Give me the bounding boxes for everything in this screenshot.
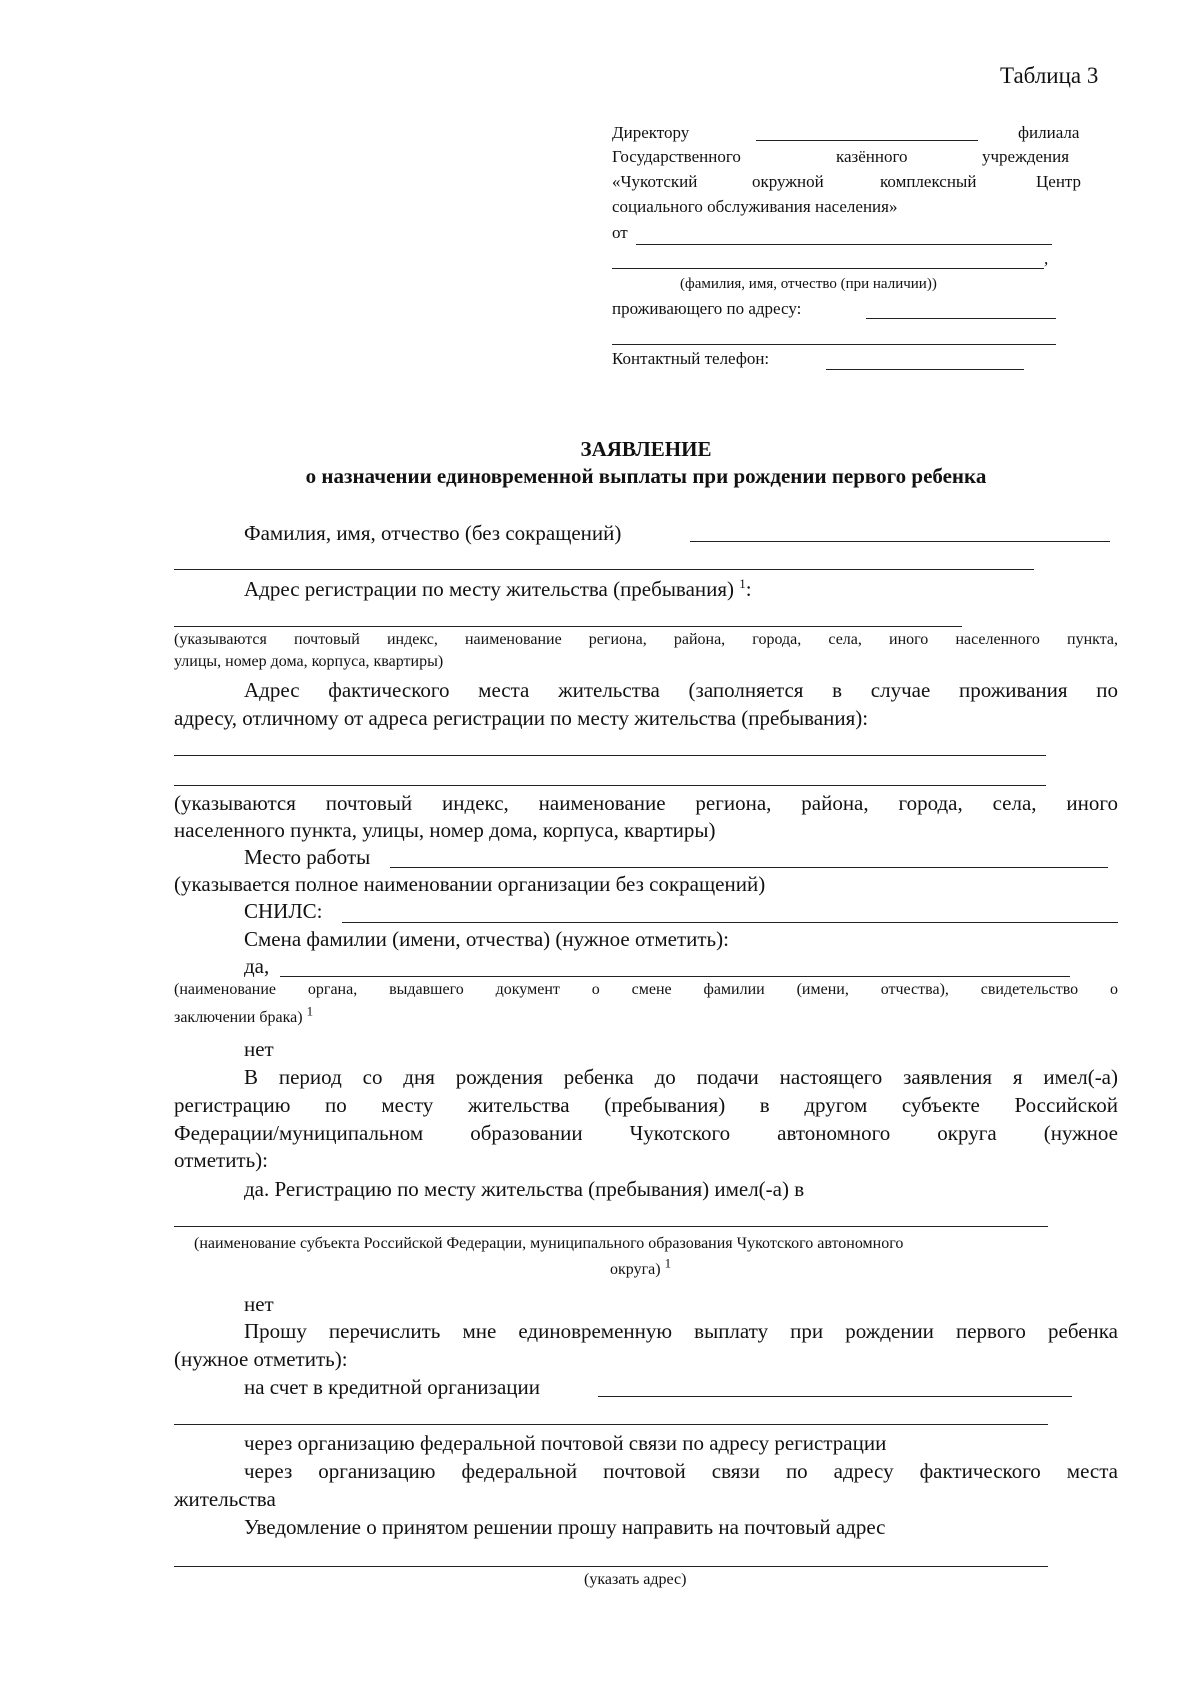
- work-hint: (указывается полное наименовании организации без сокращений): [174, 872, 766, 896]
- reg-address-hint-1: (указываются почтовый индекс, наименование региона, района, города, села, иного населенного пункта,: [174, 631, 1118, 648]
- work-field[interactable]: [390, 867, 1108, 868]
- addressee-line2-word2: казённого: [836, 147, 908, 166]
- addressee-line4: социального обслуживания населения»: [612, 197, 898, 216]
- subject-hint-1: (наименование субъекта Российской Федерации, муниципального образования Чукотского автономного: [194, 1235, 904, 1252]
- notify-hint: (указать адрес): [584, 1571, 687, 1588]
- pay-post-reg-option[interactable]: через организацию федеральной почтовой связи по адресу регистрации: [244, 1431, 887, 1455]
- pay-post-fact-option-1[interactable]: через организацию федеральной почтовой связи по адресу фактического места: [244, 1459, 1118, 1483]
- fio-field-1[interactable]: [690, 541, 1110, 542]
- snils-field[interactable]: [342, 922, 1118, 923]
- pay-bank-option[interactable]: на счет в кредитной организации: [244, 1375, 540, 1399]
- notify-label: Уведомление о принятом решении прошу направить на почтовый адрес: [244, 1515, 886, 1539]
- reg-address-hint-2: улицы, номер дома, корпуса, квартиры): [174, 653, 444, 670]
- bank-field-2[interactable]: [174, 1424, 1048, 1425]
- addressee-line3-word4: Центр: [1036, 172, 1082, 191]
- fact-address-text-1: Адрес фактического места жительства (заполняется в случае проживания по: [244, 678, 1118, 702]
- name-change-yes[interactable]: да,: [244, 954, 270, 978]
- bank-field-1[interactable]: [598, 1396, 1072, 1397]
- table-label: Таблица 3: [1000, 63, 1099, 88]
- pay-text-1: Прошу перечислить мне единовременную выплату при рождении первого ребенка: [244, 1319, 1118, 1343]
- work-label: Место работы: [244, 845, 371, 869]
- fio-hint: (фамилия, имя, отчество (при наличии)): [680, 276, 937, 292]
- residing-address-field-2[interactable]: [612, 344, 1056, 345]
- residing-address-field-1[interactable]: [866, 318, 1056, 319]
- from-name-field-1[interactable]: [636, 244, 1052, 245]
- document-subtitle: о назначении единовременной выплаты при рождении первого ребенка: [305, 464, 987, 488]
- name-change-hint-2: заключении брака) $^1$: [174, 1003, 314, 1026]
- period-yes[interactable]: да. Регистрацию по месту жительства (пребывания) имел(-а) в: [244, 1177, 805, 1201]
- name-change-label: Смена фамилии (имени, отчества) (нужное отметить):: [244, 927, 729, 951]
- fact-address-field-2[interactable]: [174, 785, 1046, 786]
- from-comma: ,: [1044, 249, 1049, 268]
- fact-address-field-1[interactable]: [174, 755, 1046, 756]
- subject-field[interactable]: [174, 1226, 1048, 1227]
- addressee-line2-word1: Государственного: [612, 147, 741, 166]
- name-change-field[interactable]: [280, 976, 1070, 977]
- addressee-branch-label: филиала: [1018, 123, 1080, 142]
- from-name-field-2[interactable]: [612, 268, 1044, 269]
- period-text-2: регистрацию по месту жительства (пребывания) в другом субъекте Российской: [174, 1093, 1118, 1117]
- snils-label: СНИЛС:: [244, 899, 323, 923]
- fact-address-text-2: адресу, отличному от адреса регистрации по месту жительства (пребывания):: [174, 706, 869, 730]
- addressee-line3-word2: окружной: [752, 172, 824, 191]
- pay-text-2: (нужное отметить):: [174, 1347, 348, 1371]
- addressee-director-label: Директору: [612, 123, 690, 142]
- period-text-4: отметить):: [174, 1148, 269, 1172]
- reg-address-field[interactable]: [174, 626, 962, 627]
- fact-address-hint-1: (указываются почтовый индекс, наименование региона, района, города, села, иного: [174, 791, 1118, 815]
- period-text-1: В период со дня рождения ребенка до подачи настоящего заявления я имел(-а): [244, 1065, 1118, 1089]
- reg-address-label: Адрес регистрации по месту жительства (пребывания) $^1$:: [244, 576, 752, 601]
- period-text-3: Федерации/муниципальном образовании Чукотского автономного округа (нужное: [174, 1121, 1118, 1145]
- addressee-line3-word1: «Чукотский: [612, 172, 698, 191]
- from-label: от: [612, 223, 628, 242]
- name-change-hint-1: (наименование органа, выдавшего документ о смене фамилии (имени, отчества), свидетельство о: [174, 981, 1118, 998]
- director-name-field[interactable]: [756, 140, 978, 141]
- phone-field[interactable]: [826, 369, 1024, 370]
- notify-address-field[interactable]: [174, 1566, 1048, 1567]
- residing-label: проживающего по адресу:: [612, 299, 802, 318]
- fio-field-2[interactable]: [174, 569, 1034, 570]
- addressee-line3-word3: комплексный: [880, 172, 977, 191]
- document-title: ЗАЯВЛЕНИЕ: [580, 437, 712, 461]
- fact-address-hint-2: населенного пункта, улицы, номер дома, корпуса, квартиры): [174, 818, 716, 842]
- fio-label: Фамилия, имя, отчество (без сокращений): [244, 521, 622, 545]
- phone-label: Контактный телефон:: [612, 349, 770, 368]
- addressee-line2-word3: учреждения: [982, 147, 1070, 166]
- pay-post-fact-option-2: жительства: [174, 1487, 276, 1511]
- period-no[interactable]: нет: [244, 1292, 274, 1316]
- name-change-no[interactable]: нет: [244, 1037, 274, 1061]
- subject-hint-2: округа) $^1$: [610, 1255, 672, 1278]
